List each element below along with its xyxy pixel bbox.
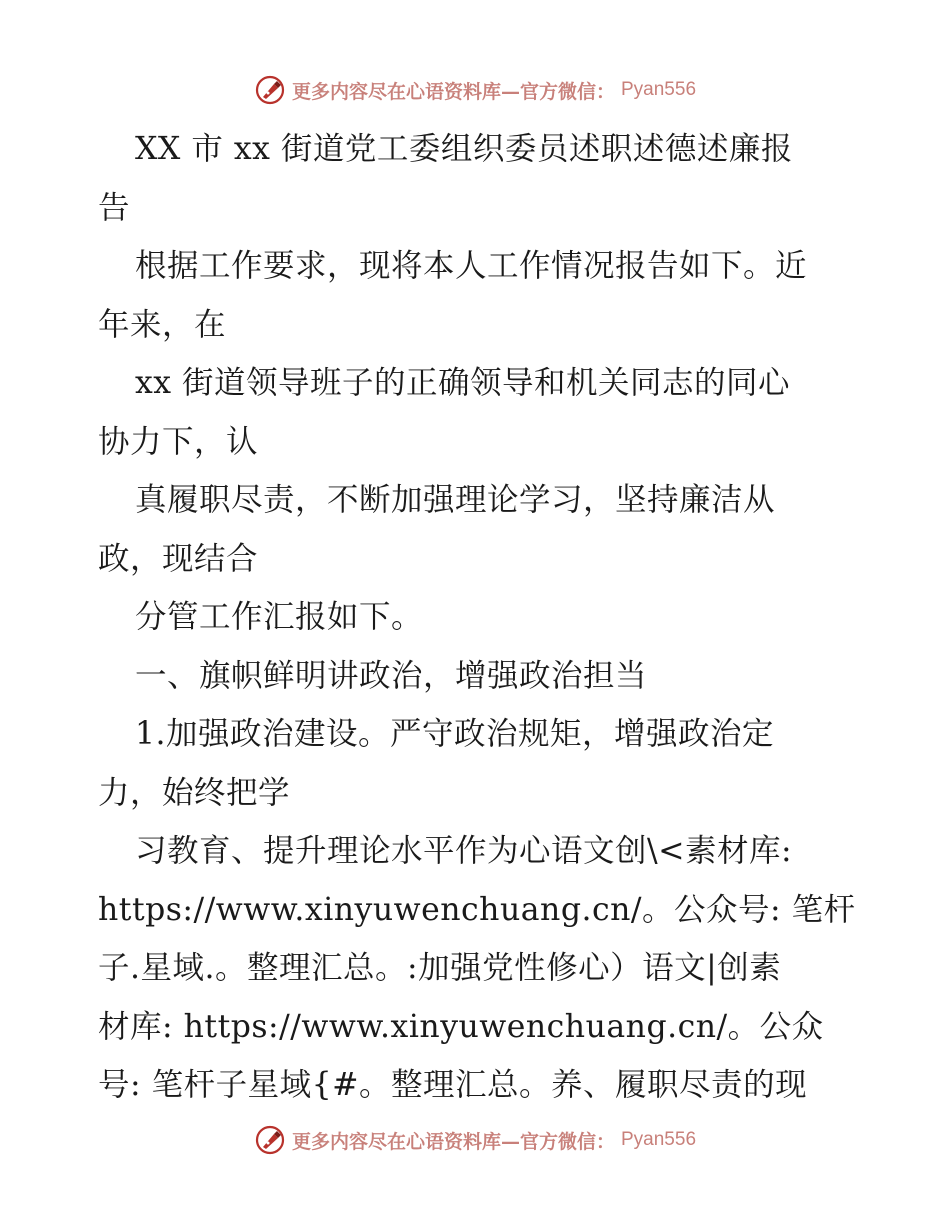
paragraph-line: 习教育、提升理论水平作为心语文创\<素材库:	[135, 833, 793, 869]
paragraph-line: xx 街道领导班子的正确领导和机关同志的同心	[135, 365, 791, 401]
paragraph-line: 号: 笔杆子星域{#。整理汇总。养、履职尽责的现	[98, 1067, 808, 1103]
section-heading: 一、旗帜鲜明讲政治，增强政治担当	[135, 657, 648, 694]
paragraph-line: 年来，在	[98, 306, 227, 343]
pen-nib-logo-icon	[254, 1124, 286, 1156]
pen-nib-logo-icon	[254, 74, 286, 106]
banner-wechat-id: Pyan556	[621, 1129, 697, 1150]
paragraph-line: https://www.xinyuwenchuang.cn/。公众号: 笔杆	[98, 891, 856, 928]
banner-slogan: 更多内容尽在心语资料库—官方微信：	[291, 1130, 615, 1153]
banner-wechat-id: Pyan556	[621, 79, 697, 100]
paragraph-line: 协力下，认	[98, 423, 259, 460]
paragraph-line: 材库: https://www.xinyuwenchuang.cn/。公众	[98, 1008, 824, 1045]
document-body	[98, 120, 858, 1115]
banner-slogan: 更多内容尽在心语资料库—官方微信：	[291, 80, 615, 103]
paragraph-line: 子.星域.。整理汇总。:加强党性修心）语文|创素	[98, 950, 782, 986]
footer-banner	[0, 1120, 950, 1160]
paragraph-line: 根据工作要求，现将本人工作情况报告如下。近	[135, 248, 808, 284]
paragraph-line: 1.加强政治建设。严守政治规矩，增强政治定	[135, 716, 775, 752]
paragraph-line: 政，现结合	[98, 540, 259, 577]
document-title-line: XX 市 xx 街道党工委组织委员述职述德述廉报	[135, 131, 793, 167]
header-banner	[0, 70, 950, 110]
document-title-line: 告	[98, 189, 131, 226]
paragraph-line: 分管工作汇报如下。	[135, 599, 424, 635]
paragraph-line: 力，始终把学	[98, 774, 291, 811]
paragraph-line: 真履职尽责，不断加强理论学习，坚持廉洁从	[135, 482, 776, 518]
